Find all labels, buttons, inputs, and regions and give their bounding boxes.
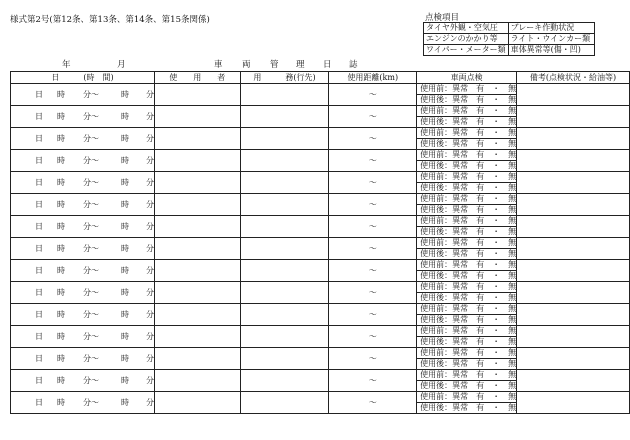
hour-label: 時	[57, 332, 65, 341]
header-check: 車両点検	[417, 72, 517, 84]
check-before[interactable]: 使用前：異常 有 ・ 無	[417, 260, 517, 271]
purpose-cell[interactable]	[240, 84, 329, 106]
header-user: 使 用 者	[155, 72, 241, 84]
datetime-cell[interactable]	[11, 216, 155, 238]
day-label: 日	[35, 90, 43, 99]
minute-to-label: 分	[146, 354, 154, 363]
check-before[interactable]: 使用前：異常 有 ・ 無	[417, 392, 517, 403]
datetime-cell[interactable]	[11, 282, 155, 304]
minute-from-label: 分～	[83, 90, 99, 99]
purpose-cell[interactable]	[240, 194, 329, 216]
log-row	[11, 304, 630, 315]
minute-to-label: 分	[146, 266, 154, 275]
hour-label: 時	[57, 354, 65, 363]
purpose-cell[interactable]	[240, 304, 329, 326]
minute-to-label: 分	[146, 178, 154, 187]
distance-separator: ～	[368, 156, 377, 165]
form-number: 様式第2号(第12条、第13条、第14条、第15条関係)	[10, 15, 210, 25]
hour-to-label: 時	[121, 200, 129, 209]
remarks-cell[interactable]	[517, 128, 630, 150]
inspection-row	[424, 45, 595, 56]
hour-to-label: 時	[121, 134, 129, 143]
check-after[interactable]: 使用後：異常 有 ・ 無	[417, 139, 517, 150]
distance-separator: ～	[368, 376, 377, 385]
hour-to-label: 時	[121, 310, 129, 319]
datetime-cell[interactable]	[11, 326, 155, 348]
day-label: 日	[35, 244, 43, 253]
check-before[interactable]: 使用前：異常 有 ・ 無	[417, 84, 517, 95]
user-cell[interactable]	[155, 216, 241, 238]
remarks-cell[interactable]	[517, 326, 630, 348]
user-cell[interactable]	[155, 370, 241, 392]
datetime-cell[interactable]	[11, 260, 155, 282]
distance-cell[interactable]	[329, 150, 417, 172]
day-label: 日	[35, 376, 43, 385]
header-purpose: 用 務(行先)	[240, 72, 329, 84]
log-row	[11, 194, 630, 205]
remarks-cell[interactable]	[517, 194, 630, 216]
minute-from-label: 分～	[83, 244, 99, 253]
minute-to-label: 分	[146, 200, 154, 209]
title-char: 車	[214, 60, 223, 70]
log-body	[11, 84, 630, 414]
remarks-cell[interactable]	[517, 392, 630, 414]
check-after[interactable]: 使用後：異常 有 ・ 無	[417, 227, 517, 238]
distance-cell[interactable]	[329, 106, 417, 128]
purpose-cell[interactable]	[240, 326, 329, 348]
purpose-cell[interactable]	[240, 238, 329, 260]
distance-cell[interactable]	[329, 304, 417, 326]
check-after[interactable]: 使用後：異常 有 ・ 無	[417, 337, 517, 348]
distance-separator: ～	[368, 310, 377, 319]
datetime-cell[interactable]	[11, 370, 155, 392]
hour-to-label: 時	[121, 354, 129, 363]
check-after[interactable]: 使用後：異常 有 ・ 無	[417, 403, 517, 414]
minute-to-label: 分	[146, 134, 154, 143]
log-row	[11, 326, 630, 337]
check-before[interactable]: 使用前：異常 有 ・ 無	[417, 326, 517, 337]
inspection-items-table	[423, 22, 595, 56]
hour-label: 時	[57, 90, 65, 99]
day-label: 日	[35, 156, 43, 165]
remarks-cell[interactable]	[517, 150, 630, 172]
check-before[interactable]: 使用前：異常 有 ・ 無	[417, 150, 517, 161]
distance-cell[interactable]	[329, 172, 417, 194]
user-cell[interactable]	[155, 260, 241, 282]
minute-to-label: 分	[146, 222, 154, 231]
remarks-cell[interactable]	[517, 260, 630, 282]
hour-label: 時	[57, 178, 65, 187]
datetime-cell[interactable]	[11, 304, 155, 326]
day-label: 日	[35, 134, 43, 143]
purpose-cell[interactable]	[240, 128, 329, 150]
header-datetime: 日 (時 間)	[11, 72, 155, 84]
day-label: 日	[35, 200, 43, 209]
log-row	[11, 172, 630, 183]
inspection-item: ライト・ウインカー類	[508, 34, 594, 45]
hour-label: 時	[57, 376, 65, 385]
user-cell[interactable]	[155, 84, 241, 106]
datetime-cell[interactable]	[11, 194, 155, 216]
hour-label: 時	[57, 288, 65, 297]
datetime-cell[interactable]	[11, 128, 155, 150]
remarks-cell[interactable]	[517, 238, 630, 260]
purpose-cell[interactable]	[240, 216, 329, 238]
purpose-cell[interactable]	[240, 172, 329, 194]
log-row	[11, 260, 630, 271]
day-label: 日	[35, 266, 43, 275]
distance-separator: ～	[368, 200, 377, 209]
remarks-cell[interactable]	[517, 370, 630, 392]
check-after[interactable]: 使用後：異常 有 ・ 無	[417, 293, 517, 304]
user-cell[interactable]	[155, 106, 241, 128]
hour-to-label: 時	[121, 156, 129, 165]
log-row	[11, 150, 630, 161]
title-char: 日	[323, 60, 332, 70]
minute-to-label: 分	[146, 112, 154, 121]
inspection-item: エンジンのかかり等	[424, 34, 509, 45]
user-cell[interactable]	[155, 194, 241, 216]
inspection-item: タイヤ外観・空気圧	[424, 23, 509, 34]
check-before[interactable]: 使用前：異常 有 ・ 無	[417, 128, 517, 139]
purpose-cell[interactable]	[240, 282, 329, 304]
log-header-row	[11, 72, 630, 84]
vehicle-log-table	[10, 71, 630, 414]
datetime-cell[interactable]	[11, 150, 155, 172]
hour-to-label: 時	[121, 178, 129, 187]
hour-to-label: 時	[121, 222, 129, 231]
log-row	[11, 282, 630, 293]
minute-to-label: 分	[146, 398, 154, 407]
distance-cell[interactable]	[329, 194, 417, 216]
minute-to-label: 分	[146, 90, 154, 99]
remarks-cell[interactable]	[517, 84, 630, 106]
inspection-item: ワイパー・メーター類	[424, 45, 509, 56]
year-label: 年	[62, 60, 71, 70]
user-cell[interactable]	[155, 172, 241, 194]
distance-separator: ～	[368, 244, 377, 253]
minute-from-label: 分～	[83, 354, 99, 363]
hour-to-label: 時	[121, 376, 129, 385]
hour-label: 時	[57, 156, 65, 165]
minute-to-label: 分	[146, 288, 154, 297]
hour-label: 時	[57, 310, 65, 319]
hour-label: 時	[57, 134, 65, 143]
minute-to-label: 分	[146, 244, 154, 253]
title-char: 理	[296, 60, 305, 70]
check-after[interactable]: 使用後：異常 有 ・ 無	[417, 315, 517, 326]
minute-to-label: 分	[146, 376, 154, 385]
distance-cell[interactable]	[329, 370, 417, 392]
log-row	[11, 128, 630, 139]
hour-to-label: 時	[121, 244, 129, 253]
user-cell[interactable]	[155, 282, 241, 304]
day-label: 日	[35, 332, 43, 341]
remarks-cell[interactable]	[517, 282, 630, 304]
title-char: 両	[242, 60, 251, 70]
distance-separator: ～	[368, 134, 377, 143]
minute-to-label: 分	[146, 156, 154, 165]
purpose-cell[interactable]	[240, 348, 329, 370]
distance-cell[interactable]	[329, 326, 417, 348]
check-after[interactable]: 使用後：異常 有 ・ 無	[417, 381, 517, 392]
inspection-items-title: 点検項目	[425, 13, 460, 23]
remarks-cell[interactable]	[517, 172, 630, 194]
header-remarks: 備考(点検状況・給油等)	[517, 72, 630, 84]
check-before[interactable]: 使用前：異常 有 ・ 無	[417, 304, 517, 315]
minute-from-label: 分～	[83, 332, 99, 341]
check-after[interactable]: 使用後：異常 有 ・ 無	[417, 183, 517, 194]
check-before[interactable]: 使用前：異常 有 ・ 無	[417, 216, 517, 227]
minute-from-label: 分～	[83, 376, 99, 385]
check-before[interactable]: 使用前：異常 有 ・ 無	[417, 370, 517, 381]
datetime-cell[interactable]	[11, 106, 155, 128]
distance-separator: ～	[368, 266, 377, 275]
hour-label: 時	[57, 200, 65, 209]
purpose-cell[interactable]	[240, 150, 329, 172]
day-label: 日	[35, 354, 43, 363]
minute-from-label: 分～	[83, 112, 99, 121]
distance-cell[interactable]	[329, 128, 417, 150]
user-cell[interactable]	[155, 128, 241, 150]
hour-to-label: 時	[121, 266, 129, 275]
minute-from-label: 分～	[83, 134, 99, 143]
log-row	[11, 84, 630, 95]
check-after[interactable]: 使用後：異常 有 ・ 無	[417, 205, 517, 216]
distance-separator: ～	[368, 332, 377, 341]
title-char: 管	[270, 60, 279, 70]
check-before[interactable]: 使用前：異常 有 ・ 無	[417, 348, 517, 359]
check-after[interactable]: 使用後：異常 有 ・ 無	[417, 359, 517, 370]
hour-label: 時	[57, 266, 65, 275]
day-label: 日	[35, 112, 43, 121]
datetime-cell[interactable]	[11, 84, 155, 106]
hour-to-label: 時	[121, 288, 129, 297]
distance-separator: ～	[368, 178, 377, 187]
distance-cell[interactable]	[329, 238, 417, 260]
distance-cell[interactable]	[329, 84, 417, 106]
header-distance: 使用距離(km)	[329, 72, 417, 84]
remarks-cell[interactable]	[517, 216, 630, 238]
day-label: 日	[35, 222, 43, 231]
purpose-cell[interactable]	[240, 392, 329, 414]
minute-to-label: 分	[146, 332, 154, 341]
log-row	[11, 392, 630, 403]
hour-label: 時	[57, 222, 65, 231]
check-after[interactable]: 使用後：異常 有 ・ 無	[417, 117, 517, 128]
remarks-cell[interactable]	[517, 106, 630, 128]
distance-cell[interactable]	[329, 216, 417, 238]
user-cell[interactable]	[155, 348, 241, 370]
distance-cell[interactable]	[329, 282, 417, 304]
check-before[interactable]: 使用前：異常 有 ・ 無	[417, 172, 517, 183]
user-cell[interactable]	[155, 304, 241, 326]
minute-to-label: 分	[146, 310, 154, 319]
check-after[interactable]: 使用後：異常 有 ・ 無	[417, 95, 517, 106]
minute-from-label: 分～	[83, 156, 99, 165]
day-label: 日	[35, 398, 43, 407]
remarks-cell[interactable]	[517, 348, 630, 370]
inspection-row	[424, 34, 595, 45]
log-row	[11, 238, 630, 249]
purpose-cell[interactable]	[240, 106, 329, 128]
datetime-cell[interactable]	[11, 348, 155, 370]
check-before[interactable]: 使用前：異常 有 ・ 無	[417, 106, 517, 117]
purpose-cell[interactable]	[240, 260, 329, 282]
log-row	[11, 370, 630, 381]
hour-label: 時	[57, 244, 65, 253]
minute-from-label: 分～	[83, 288, 99, 297]
minute-from-label: 分～	[83, 266, 99, 275]
day-label: 日	[35, 288, 43, 297]
minute-from-label: 分～	[83, 200, 99, 209]
remarks-cell[interactable]	[517, 304, 630, 326]
distance-separator: ～	[368, 90, 377, 99]
month-label: 月	[117, 60, 126, 70]
day-label: 日	[35, 178, 43, 187]
log-row	[11, 348, 630, 359]
check-after[interactable]: 使用後：異常 有 ・ 無	[417, 271, 517, 282]
distance-separator: ～	[368, 398, 377, 407]
distance-separator: ～	[368, 288, 377, 297]
hour-to-label: 時	[121, 332, 129, 341]
inspection-item: 車体異常等(傷・凹)	[508, 45, 594, 56]
distance-separator: ～	[368, 354, 377, 363]
log-row	[11, 216, 630, 227]
hour-to-label: 時	[121, 398, 129, 407]
log-row	[11, 106, 630, 117]
minute-from-label: 分～	[83, 178, 99, 187]
user-cell[interactable]	[155, 150, 241, 172]
title-char: 誌	[349, 60, 358, 70]
check-after[interactable]: 使用後：異常 有 ・ 無	[417, 161, 517, 172]
distance-cell[interactable]	[329, 348, 417, 370]
hour-to-label: 時	[121, 90, 129, 99]
user-cell[interactable]	[155, 238, 241, 260]
inspection-row	[424, 23, 595, 34]
hour-label: 時	[57, 398, 65, 407]
inspection-item: ブレーキ作動状況	[508, 23, 594, 34]
check-before[interactable]: 使用前：異常 有 ・ 無	[417, 194, 517, 205]
minute-from-label: 分～	[83, 222, 99, 231]
check-before[interactable]: 使用前：異常 有 ・ 無	[417, 282, 517, 293]
distance-cell[interactable]	[329, 260, 417, 282]
datetime-cell[interactable]	[11, 172, 155, 194]
distance-cell[interactable]	[329, 392, 417, 414]
hour-to-label: 時	[121, 112, 129, 121]
day-label: 日	[35, 310, 43, 319]
distance-separator: ～	[368, 222, 377, 231]
user-cell[interactable]	[155, 392, 241, 414]
user-cell[interactable]	[155, 326, 241, 348]
datetime-cell[interactable]	[11, 392, 155, 414]
distance-separator: ～	[368, 112, 377, 121]
datetime-cell[interactable]	[11, 238, 155, 260]
hour-label: 時	[57, 112, 65, 121]
minute-from-label: 分～	[83, 310, 99, 319]
minute-from-label: 分～	[83, 398, 99, 407]
check-after[interactable]: 使用後：異常 有 ・ 無	[417, 249, 517, 260]
purpose-cell[interactable]	[240, 370, 329, 392]
check-before[interactable]: 使用前：異常 有 ・ 無	[417, 238, 517, 249]
